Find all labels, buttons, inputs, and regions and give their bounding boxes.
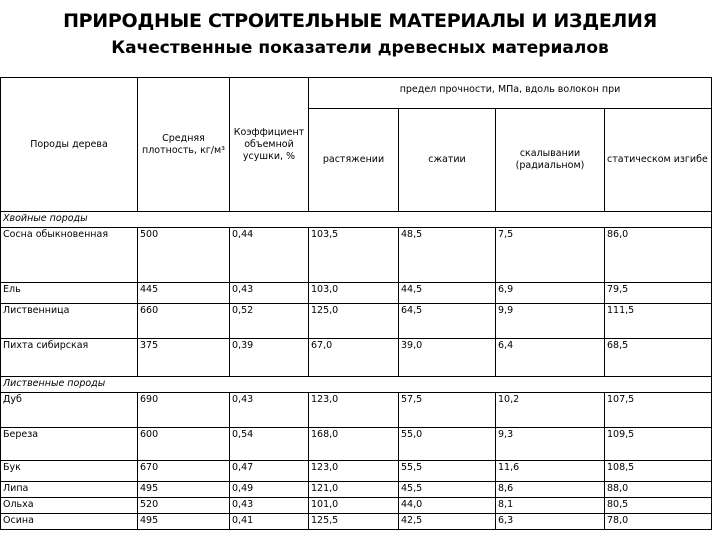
value-cell: 500: [138, 228, 230, 283]
value-cell: 67,0: [309, 339, 399, 377]
value-cell: 495: [138, 514, 230, 530]
species-cell: Лиственница: [1, 304, 138, 339]
value-cell: 6,9: [496, 283, 605, 304]
header-bending: статическом изгибе: [605, 109, 712, 212]
value-cell: 103,5: [309, 228, 399, 283]
species-cell: Береза: [1, 428, 138, 461]
value-cell: 78,0: [605, 514, 712, 530]
value-cell: 107,5: [605, 393, 712, 428]
table-row: [1, 228, 712, 283]
value-cell: 9,3: [496, 428, 605, 461]
value-cell: 0,44: [230, 228, 309, 283]
header-tension: растяжении: [309, 109, 399, 212]
wood-properties-table: [0, 77, 712, 530]
value-cell: 68,5: [605, 339, 712, 377]
value-cell: 44,5: [399, 283, 496, 304]
value-cell: 8,1: [496, 498, 605, 514]
value-cell: 108,5: [605, 461, 712, 482]
table-row: [1, 304, 712, 339]
group-filler: [138, 212, 712, 228]
value-cell: 103,0: [309, 283, 399, 304]
table-row: [1, 514, 712, 530]
value-cell: 6,4: [496, 339, 605, 377]
value-cell: 79,5: [605, 283, 712, 304]
value-cell: 0,52: [230, 304, 309, 339]
table-row: [1, 461, 712, 482]
species-cell: Липа: [1, 482, 138, 498]
value-cell: 48,5: [399, 228, 496, 283]
value-cell: 0,43: [230, 498, 309, 514]
value-cell: 520: [138, 498, 230, 514]
species-cell: Пихта сибирская: [1, 339, 138, 377]
group-row: [1, 212, 712, 228]
page-subtitle: Качественные показатели древесных материалов: [111, 38, 609, 58]
header-density: Средняя плотность, кг/м³: [138, 78, 230, 212]
value-cell: 101,0: [309, 498, 399, 514]
table-row: [1, 498, 712, 514]
group-filler: [138, 377, 712, 393]
table-row: [1, 482, 712, 498]
header-shrinkage: Коэффициент объемной усушки, %: [230, 78, 309, 212]
value-cell: 0,41: [230, 514, 309, 530]
species-cell: Сосна обыкновенная: [1, 228, 138, 283]
species-cell: Бук: [1, 461, 138, 482]
value-cell: 690: [138, 393, 230, 428]
species-cell: Осина: [1, 514, 138, 530]
value-cell: 123,0: [309, 393, 399, 428]
value-cell: 7,5: [496, 228, 605, 283]
value-cell: 42,5: [399, 514, 496, 530]
value-cell: 445: [138, 283, 230, 304]
value-cell: 6,3: [496, 514, 605, 530]
value-cell: 125,0: [309, 304, 399, 339]
header-row-1: [1, 78, 712, 109]
group-label: Лиственные породы: [1, 377, 138, 393]
table-row: [1, 393, 712, 428]
table-row: [1, 283, 712, 304]
header-species: Породы дерева: [1, 78, 138, 212]
table-row: [1, 428, 712, 461]
value-cell: 375: [138, 339, 230, 377]
group-row: [1, 377, 712, 393]
value-cell: 88,0: [605, 482, 712, 498]
value-cell: 125,5: [309, 514, 399, 530]
species-cell: Ольха: [1, 498, 138, 514]
header-strength-group: предел прочности, МПа, вдоль волокон при: [309, 78, 712, 109]
value-cell: 8,6: [496, 482, 605, 498]
header-compression: сжатии: [399, 109, 496, 212]
value-cell: 39,0: [399, 339, 496, 377]
value-cell: 45,5: [399, 482, 496, 498]
value-cell: 0,54: [230, 428, 309, 461]
header-shear: скалывании (радиальном): [496, 109, 605, 212]
table-row: [1, 339, 712, 377]
value-cell: 495: [138, 482, 230, 498]
species-cell: Ель: [1, 283, 138, 304]
value-cell: 9,9: [496, 304, 605, 339]
value-cell: 0,49: [230, 482, 309, 498]
value-cell: 86,0: [605, 228, 712, 283]
value-cell: 44,0: [399, 498, 496, 514]
value-cell: 80,5: [605, 498, 712, 514]
value-cell: 10,2: [496, 393, 605, 428]
value-cell: 55,5: [399, 461, 496, 482]
value-cell: 600: [138, 428, 230, 461]
value-cell: 123,0: [309, 461, 399, 482]
value-cell: 11,6: [496, 461, 605, 482]
value-cell: 55,0: [399, 428, 496, 461]
value-cell: 121,0: [309, 482, 399, 498]
value-cell: 660: [138, 304, 230, 339]
value-cell: 111,5: [605, 304, 712, 339]
value-cell: 0,47: [230, 461, 309, 482]
species-cell: Дуб: [1, 393, 138, 428]
value-cell: 0,39: [230, 339, 309, 377]
value-cell: 670: [138, 461, 230, 482]
value-cell: 57,5: [399, 393, 496, 428]
value-cell: 168,0: [309, 428, 399, 461]
value-cell: 64,5: [399, 304, 496, 339]
value-cell: 109,5: [605, 428, 712, 461]
group-label: Хвойные породы: [1, 212, 138, 228]
value-cell: 0,43: [230, 393, 309, 428]
page-title: ПРИРОДНЫЕ СТРОИТЕЛЬНЫЕ МАТЕРИАЛЫ И ИЗДЕЛИЯ: [63, 10, 657, 32]
value-cell: 0,43: [230, 283, 309, 304]
